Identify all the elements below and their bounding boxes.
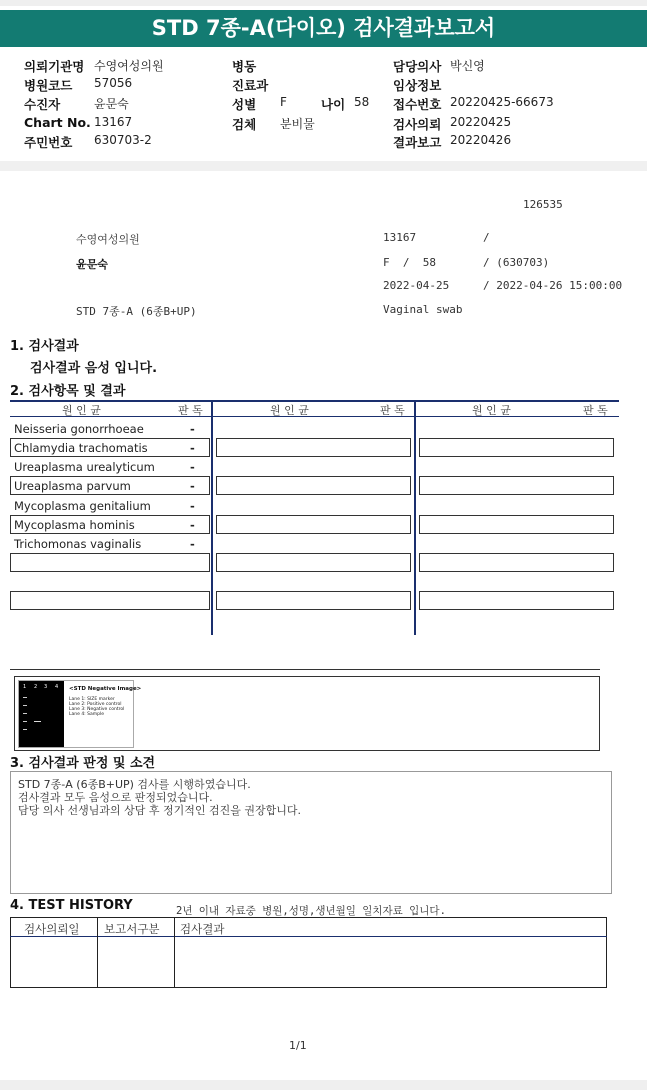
report-id: 126535 [523,198,563,211]
header-value: 분비물 [280,117,315,131]
organism-result: - [190,518,195,532]
organism-result: - [190,422,195,436]
col-header-result: 판 독 [178,404,203,417]
table-row [419,515,614,534]
header-label: 병동 [232,59,257,74]
header-label: 접수번호 [393,97,442,112]
history-col-header: 검사결과 [180,922,225,936]
table-row [10,553,210,572]
header-value: 20220425 [450,115,512,129]
bottom-strip [0,1080,647,1090]
header-value: 20220426 [450,133,512,147]
gel-caption-line: Lane 2: Positive control [69,702,122,707]
col-header-organism: 원 인 균 [62,404,101,417]
gel-top-rule [10,669,600,670]
col-header-organism: 원 인 균 [472,404,511,417]
specimen: Vaginal swab [383,303,463,316]
history-col-header: 검사의뢰일 [24,922,80,936]
col-header-result: 판 독 [380,404,405,417]
header-value: 박신영 [450,59,485,73]
gel-caption-title: <STD Negative Image> [69,686,142,692]
table-row [419,553,614,572]
section4-heading: 4. TEST HISTORY [10,898,133,913]
table-header-rule [10,416,619,417]
gel-lane-label: 3 [44,684,48,690]
header-label: Chart No. [24,115,91,130]
header-label: 나이 [321,97,346,112]
organism-name: Ureaplasma urealyticum [14,460,155,474]
sex-age: F / 58 [383,256,436,269]
column-divider [414,400,416,635]
header-value: 수영여성의원 [94,59,164,73]
header-label: 임상정보 [393,78,442,93]
gel-image [18,680,142,748]
top-strip [0,0,647,6]
gel-lane-label: 1 [23,684,27,690]
header-label: 성별 [232,97,257,112]
header-value: 20220425-66673 [450,95,554,109]
gel-lane-label: 4 [55,684,59,690]
opinion-line: 검사결과 모두 음성으로 판정되었습니다. [18,791,213,804]
header-value: 57056 [94,76,133,90]
organism-name: Chlamydia trachomatis [14,441,148,455]
history-col-header: 보고서구분 [104,922,160,936]
gel-caption-line: Lane 3: Negative control [69,707,125,712]
gel-band [23,705,27,706]
organism-result: - [190,460,195,474]
separator: / [483,231,490,244]
section2-heading: 2. 검사항목 및 결과 [10,384,126,399]
header-label: 검체 [232,117,257,132]
gel-band [34,721,41,722]
opinion-line: 담당 의사 선생님과의 상담 후 정기적인 검진을 권장합니다. [18,804,301,817]
table-row [419,438,614,457]
page-number: 1/1 [289,1039,307,1052]
column-divider [211,400,213,635]
header-label: 진료과 [232,78,269,93]
gel-photo [19,681,64,747]
gel-lane-label: 2 [34,684,38,690]
gel-caption-line: Lane 1: SIZE marker [69,697,115,702]
gel-band [23,713,27,714]
header-label: 의뢰기관명 [24,59,85,74]
test-name: STD 7종-A (6종B+UP) [76,305,197,318]
header-value: 58 [354,95,370,109]
birth-date: / (630703) [483,256,550,269]
opinion-line: STD 7종-A (6종B+UP) 검사를 시행하였습니다. [18,778,251,791]
section1-result: 검사결과 음성 입니다. [30,361,158,376]
table-row [216,438,411,457]
header-value: 13167 [94,115,133,129]
section3-heading: 3. 검사결과 판정 및 소견 [10,756,156,771]
table-row [419,476,614,495]
history-header-rule [10,936,607,937]
organism-name: Mycoplasma hominis [14,518,135,532]
gel-band [23,721,27,722]
organism-name: Mycoplasma genitalium [14,499,151,513]
clinic-name: 수영여성의원 [76,233,140,246]
table-row [216,591,411,610]
report-title: STD 7종-A(다이오) 검사결과보고서 [0,10,647,47]
header-label: 검사의뢰 [393,117,442,132]
gel-caption-line: Lane 4: Sample [69,712,104,717]
history-col-divider [174,917,175,988]
organism-result: - [190,441,195,455]
table-top-rule [10,400,619,402]
table-row [216,476,411,495]
chart-number: 13167 [383,231,417,244]
table-row [216,515,411,534]
table-row [216,553,411,572]
organism-result: - [190,479,195,493]
report-date: / 2022-04-26 15:00:00 [483,279,623,292]
header-label: 병원코드 [24,78,73,93]
header-label: 수진자 [24,97,61,112]
organism-name: Neisseria gonorrhoeae [14,422,144,436]
section1-heading: 1. 검사결과 [10,339,79,354]
patient-name: 윤문숙 [76,258,108,271]
table-row [10,591,210,610]
header-divider [0,161,647,171]
header-label: 결과보고 [393,135,442,150]
header-value: F [280,95,287,109]
header-label: 주민번호 [24,135,73,150]
header-label: 담당의사 [393,59,442,74]
header-value: 윤문숙 [94,97,129,111]
gel-band [23,729,27,730]
organism-result: - [190,499,195,513]
header-value: 630703-2 [94,133,152,147]
history-table [10,917,607,988]
col-header-organism: 원 인 균 [270,404,309,417]
organism-result: - [190,537,195,551]
organism-name: Trichomonas vaginalis [14,537,142,551]
receipt-date: 2022-04-25 [383,279,450,292]
col-header-result: 판 독 [583,404,608,417]
gel-band [23,697,27,698]
table-row [419,591,614,610]
organism-name: Ureaplasma parvum [14,479,131,493]
history-note: 2년 이내 자료중 병원,성명,생년월일 일치자료 입니다. [176,905,446,917]
history-col-divider [97,917,98,988]
